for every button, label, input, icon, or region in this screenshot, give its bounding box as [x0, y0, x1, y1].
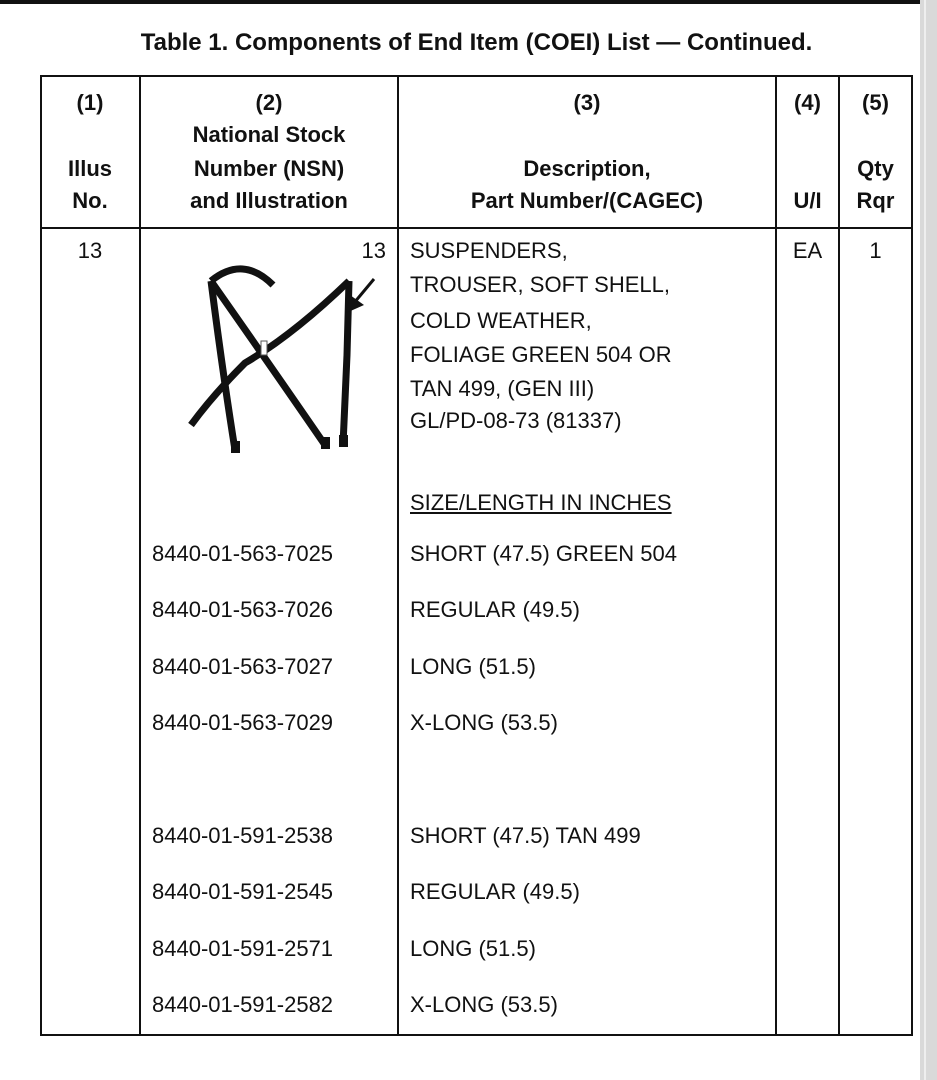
- col1-label-line3: No.: [72, 188, 108, 213]
- table-bottom-border: [40, 1034, 913, 1036]
- upper-loop: [211, 269, 273, 285]
- desc-row-1: SHORT (47.5) GREEN 504: [410, 541, 677, 566]
- desc-row-4: X-LONG (53.5): [410, 710, 558, 735]
- col-border-2: [397, 75, 399, 1036]
- header-bottom-border: [40, 227, 913, 229]
- right-strap-end: [339, 435, 348, 447]
- left-strap-end: [231, 441, 240, 453]
- illustration-callout: 13: [361, 238, 386, 263]
- col5-number: (5): [862, 90, 889, 115]
- description-line-6: GL/PD-08-73 (81337): [410, 408, 622, 433]
- col2-label-line2: Number (NSN): [193, 156, 345, 181]
- col3-label-line2: Description,: [523, 156, 651, 181]
- desc-row-2: REGULAR (49.5): [410, 597, 580, 622]
- nsn-row-8: 8440-01-591-2582: [152, 992, 334, 1017]
- page-edge: [920, 0, 937, 1080]
- desc-row-7: LONG (51.5): [410, 936, 536, 961]
- quantity-required: 1: [869, 238, 882, 263]
- col4-number: (4): [794, 90, 821, 115]
- desc-row-8: X-LONG (53.5): [410, 992, 558, 1017]
- table-title: Table 1. Components of End Item (COEI) List — Continued.: [140, 29, 813, 56]
- description-line-5: TAN 499, (GEN III): [410, 376, 595, 401]
- nsn-row-1: 8440-01-563-7025: [152, 541, 334, 566]
- col3-label-line3: Part Number/(CAGEC): [470, 188, 704, 213]
- nsn-row-6: 8440-01-591-2545: [152, 879, 334, 904]
- col-border-1: [139, 75, 141, 1036]
- nsn-row-7: 8440-01-591-2571: [152, 936, 334, 961]
- col1-number: (1): [76, 90, 104, 115]
- nsn-row-4: 8440-01-563-7029: [152, 710, 334, 735]
- desc-row-5: SHORT (47.5) TAN 499: [410, 823, 641, 848]
- col-border-3: [775, 75, 777, 1036]
- description-line-3: COLD WEATHER,: [410, 308, 592, 333]
- coei-table: [40, 75, 913, 1036]
- col5-label-line3: Rqr: [856, 188, 895, 213]
- col2-number: (2): [255, 90, 283, 115]
- col2-label-line3: and Illustration: [190, 188, 348, 213]
- col-border-right: [911, 75, 913, 1036]
- nsn-row-2: 8440-01-563-7026: [152, 597, 334, 622]
- table-top-border: [40, 75, 913, 77]
- nsn-row-5: 8440-01-591-2538: [152, 823, 334, 848]
- cross-strap-end: [321, 437, 330, 449]
- col3-number: (3): [573, 90, 601, 115]
- col5-label-line2: Qty: [857, 156, 894, 181]
- col2-label-line1: National Stock: [192, 122, 346, 147]
- nsn-row-3: 8440-01-563-7027: [152, 654, 334, 679]
- description-line-2: TROUSER, SOFT SHELL,: [410, 272, 670, 297]
- illus-number: 13: [77, 238, 103, 263]
- col4-label-line3: U/I: [793, 188, 822, 213]
- description-line-4: FOLIAGE GREEN 504 OR: [410, 342, 672, 367]
- top-border-rule: [0, 0, 920, 4]
- col-border-left: [40, 75, 42, 1036]
- desc-row-6: REGULAR (49.5): [410, 879, 580, 904]
- unit-of-issue: EA: [792, 238, 823, 263]
- size-heading: SIZE/LENGTH IN INCHES: [410, 490, 672, 515]
- callout-arrow-icon: [340, 275, 380, 315]
- desc-row-3: LONG (51.5): [410, 654, 536, 679]
- col-border-4: [838, 75, 840, 1036]
- page-edge-highlight: [924, 0, 926, 1080]
- description-line-1: SUSPENDERS,: [410, 238, 568, 263]
- strap-buckle: [261, 341, 267, 355]
- col1-label-line2: Illus: [67, 156, 112, 181]
